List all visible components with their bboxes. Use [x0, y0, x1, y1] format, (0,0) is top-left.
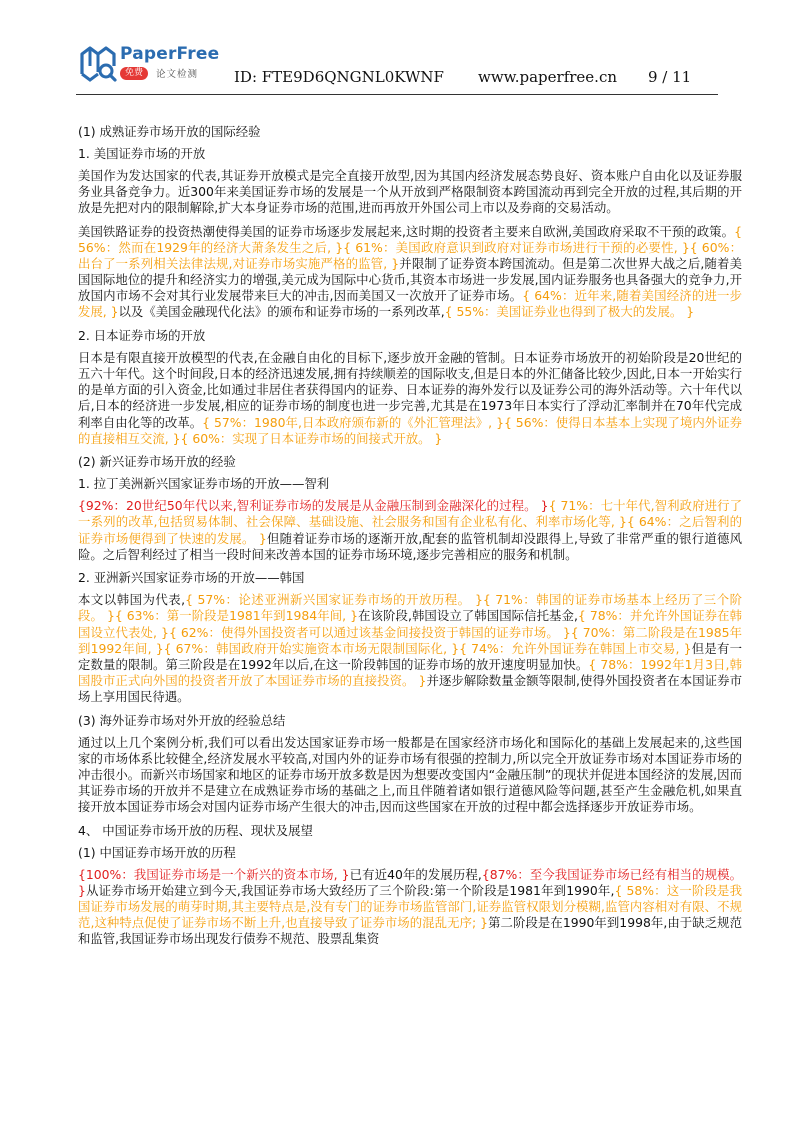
document-id: ID: FTE9D6QNGNL0KWNF — [234, 68, 444, 86]
similarity-highlight-orange: { 56%：然而在1929年的经济大萧条发生之后, }{ 61%：美国政府意识到政府对证券市场进行干预的必要性, }{ 60%：出台了一系列相关法律法规,对证券市场实施严格的监管, } — [78, 223, 742, 272]
subsection-heading: 1. 拉丁美洲新兴国家证券市场的开放——智利 — [78, 476, 330, 492]
chapter-heading: 4、 中国证券市场开放的历程、现状及展望 — [78, 822, 313, 838]
section-heading: (1) 成熟证券市场开放的国际经验 — [78, 124, 261, 139]
subsection-heading: 2. 亚洲新兴国家证券市场的开放——韩国 — [78, 570, 305, 586]
text-segment: 已有近40年的发展历程, — [349, 866, 482, 882]
subsection-heading: 1. 美国证券市场的开放 — [78, 146, 206, 162]
similarity-highlight-orange: { 71%：七十年代,智利政府进行了一系列的改革,包括贸易体制、社会保障、基础设施、社会服务和国有企业私有化、利率市场化等, }{ 64%：之后智利的证券市场便得到了快速的发展。 } — [78, 498, 742, 546]
text-segment: 并限制了证券资本跨国流动。但是第二次世界大战之后,随着美国国际地位的提升和经济实力的增强,美元成为国际中心货币,其资本市场进一步发展,国内证券服务也具备强大的竞争力,开放国内市场不会对其行业发展带来巨大的冲击,因而美国又一次放开了证券市场。 — [78, 256, 742, 304]
text-segment: 美国铁路证券的投资热潮使得美国的证券市场逐步发展起来,这时期的投资者主要来自欧洲,美国政府采取不干预的政策。 — [78, 223, 735, 239]
text-segment: 第二阶段是在1990年到1998年,由于缺乏规范和监管,我国证券市场出现发行债券不规范、股票乱集资 — [78, 915, 742, 947]
subsection-heading: 2. 日本证券市场的开放 — [78, 328, 206, 344]
similarity-highlight-red: {100%：我国证券市场是一个新兴的资本市场, } — [78, 866, 350, 882]
paragraph — [78, 592, 742, 705]
similarity-highlight-orange: { 57%：1980年,日本政府颁布新的《外汇管理法》, }{ 56%：使得日本基本上实现了境内外证券的直接相互交流, }{ 60%：实现了日本证券市场的间接式开放。 } — [78, 414, 743, 446]
similarity-highlight-orange: { 57%：论述亚洲新兴国家证券市场的开放历程。 }{ 71%：韩国的证券市场基本上经历了三个阶段。 }{ 63%：第一阶段是1981年到1984年间, } — [78, 592, 742, 624]
paperfree-logo-icon — [78, 44, 118, 84]
section-heading: (1) 中国证券市场开放的历程 — [78, 844, 236, 860]
text-segment: 本文以韩国为代表, — [78, 592, 186, 608]
similarity-highlight-orange: { 78%：并允许外国证券在韩国设立代表处, }{ 62%：使得外国投资者可以通过该基金间接投资于韩国的证券市场。 }{ 70%：第二阶段是在1985年到1992年间, }{ 67%：韩国政府开始实施资本市场无限制国际化, }{ 74%：允许外国证券在韩国上市交易, } — [78, 608, 742, 656]
page-number: 9 / 11 — [648, 68, 692, 86]
text-segment: 日本是有限直接开放模型的代表,在金融自由化的目标下,逐步放开金融的管制。日本证券市场放开的初始阶段是20世纪的五六十年代。这个时间段,日本的经济迅速发展,拥有持续顺差的国际收支,但是日本的外汇储备比较少,因此,日本一开始实行的是单方面的引入资金,比如通过非居住者获得国内的证券、日本证券的海外发行以及证券公司的海外活动等。六十年代以后,日本的经济进一步发展,相应的证券市场的制度也进一步完善,尤其是在1973年日本实行了浮动汇率制并在70年代完成利率自由化等的改革。 — [78, 350, 743, 430]
section-heading: (3) 海外证券市场对外开放的经验总结 — [78, 712, 286, 728]
paragraph — [78, 498, 742, 562]
text-segment: 从证券市场开始建立到今天,我国证券市场大致经历了三个阶段:第一个阶段是1981年到1990年, — [85, 882, 615, 898]
page-header — [76, 40, 716, 88]
similarity-highlight-orange: { 78%：1992年1月3日,韩国股市正式向外国的投资者开放了本国证券市场的直接投资。 } — [78, 656, 742, 688]
header-divider — [76, 94, 718, 95]
text-segment: 在该阶段,韩国设立了韩国国际信托基金, — [358, 608, 578, 624]
free-badge: 免费 — [120, 67, 148, 80]
similarity-highlight-red: {92%：20世纪50年代以来,智利证券市场的发展是从金融压制到金融深化的过程。 } — [78, 498, 549, 514]
similarity-highlight-orange: { 55%：美国证券业也得到了极大的发展。 } — [444, 304, 695, 320]
text-segment: 以及《美国金融现代化法》的颁布和证券市场的一系列改革, — [118, 304, 445, 320]
text-segment: 但是有一定数量的限制。第三阶段是在1992年以后,在这一阶段韩国的证券市场的放开速度明显加快。 — [78, 640, 742, 672]
text-segment: 但随着证券市场的逐渐开放,配套的监管机制却没跟得上,导致了非常严重的银行道德风险。之后智利经过了相当一段时间来改善本国的证券市场环境,逐步完善相应的服务和机制。 — [78, 530, 742, 562]
brand-name: PaperFree — [120, 44, 220, 64]
paragraph: 通过以上几个案例分析,我们可以看出发达国家证券市场一般都是在国家经济市场化和国际化的基础上发展起来的,这些国家的市场体系比较健全,经济发展水平较高,对国内外的证券市场有很强的控制力,所以完全开放证券市场对本国证券市场的冲击很小。而新兴市场国家和地区的证券市场开放多数是因为想要改变国内“金融压制”的现状并促进本国经济的发展,因而其证券市场的开放并不是建立在成熟证券市场的基础之上,而且伴随着诸如银行道德风险等问题,甚至产生金融危机,如果直接开放本国证券市场会对国内证券市场产生很大的冲击,因而这些国家在开放的过程中都会选择逐步开放证券市场。 — [78, 734, 742, 814]
similarity-highlight-orange: { 64%：近年来,随着美国经济的进一步发展, } — [78, 288, 742, 320]
text-segment: 并逐步解除数量金额等限制,使得外国投资者在本国证券市场上享用国民待遇。 — [78, 672, 742, 704]
paragraph — [78, 350, 742, 447]
paragraph — [78, 224, 742, 321]
similarity-highlight-red: {87%：至今我国证券市场已经有相当的规模。 } — [78, 866, 742, 898]
site-url[interactable]: www.paperfree.cn — [478, 68, 618, 86]
brand-subtitle: 论文检测 — [156, 69, 199, 80]
paragraph — [78, 867, 742, 947]
section-heading: (2) 新兴证券市场开放的经验 — [78, 454, 236, 470]
document-body — [78, 124, 742, 955]
paragraph: 美国作为发达国家的代表,其证券开放模式是完全直接开放型,因为其国内经济发展态势良好、资本账户自由化以及证券服务业具备竞争力。近300年来美国证券市场的发展是一个从开放到严格限制资本跨国流动再到完全开放的过程,其后期的开放是先把对内的限制解除,扩大本身证券市场的范围,进而再放开外国公司上市以及券商的交易活动。 — [78, 168, 742, 216]
similarity-highlight-orange: { 58%：这一阶段是我国证券市场发展的萌芽时期,其主要特点是,没有专门的证券市场监管部门,证券监管权限划分模糊,监管内容相对有限、不规范,这种特点促使了证券市场不断上升,也直接导致了证券市场的混乱无序; } — [78, 882, 742, 931]
